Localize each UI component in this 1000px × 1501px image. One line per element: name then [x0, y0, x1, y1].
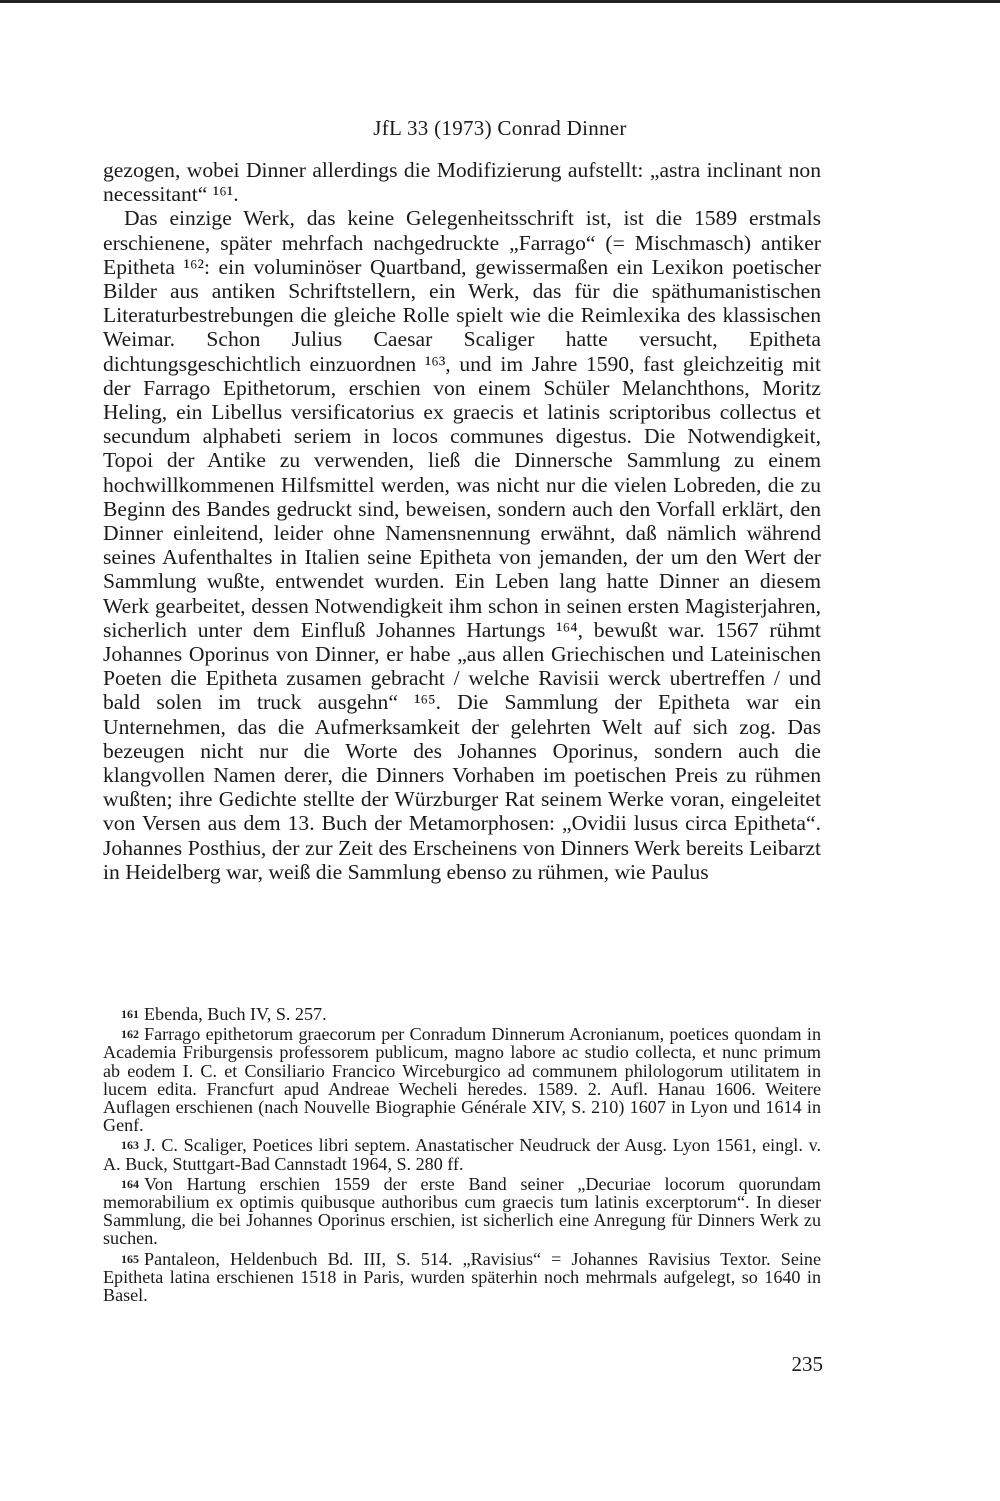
- footnote-text: Von Hartung erschien 1559 der erste Band seiner „Decuriae locorum quorundam memorabilium ex optimis quibusque authoribus cum graecis tum latinis excerptorum“. In dieser Sammlung, die bei Johannes Oporinus erschien, ist sicherlich eine Anregung für Dinners Werk zu suchen.: [103, 1173, 821, 1249]
- footnote-162: [103, 1025, 821, 1134]
- footnote-text: Pantaleon, Heldenbuch Bd. III, S. 514. „Ravisius“ = Johannes Ravisius Textor. Seine Epitheta latina erschienen 1518 in Paris, wurden späterhin noch mehrmals aufgelegt, so 1640 in Basel.: [103, 1248, 821, 1306]
- footnote-text: J. C. Scaliger, Poetices libri septem. Anastatischer Neudruck der Ausg. Lyon 1561, eingl. v. A. Buck, Stuttgart-Bad Cannstadt 1964, S. 280 ff.: [103, 1135, 821, 1174]
- footnote-number: 163: [121, 1138, 139, 1153]
- footnote-text: Ebenda, Buch IV, S. 257.: [144, 1004, 327, 1024]
- main-text: [103, 158, 821, 884]
- footnote-number: 161: [121, 1007, 139, 1021]
- footnote-number: 162: [121, 1027, 139, 1042]
- top-rule: [0, 0, 1000, 3]
- body-paragraph-2: Das einzige Werk, das keine Gelegenheitsschrift ist, ist die 1589 erstmals erschienene, später mehrfach nachgedruckte „Farrago“ (= Mischmasch) antiker Epitheta ¹⁶²: ein voluminöser Quartband, gewissermaßen ein Lexikon poetischer Bilder aus antiken Schriftstellern, ein Werk, das für die späthumanistischen Literaturbestrebungen die gleiche Rolle spielt wie die Reimlexika des klassischen Weimar. Schon Julius Caesar Scaliger hatte versucht, Epitheta dichtungsgeschichtlich einzuordnen ¹⁶³, und im Jahre 1590, fast gleichzeitig mit der Farrago Epithetorum, erschien von einem Schüler Melanchthons, Moritz Heling, ein Libellus versificatorius ex graecis et latinis scriptoribus collectus et secundum alphabeti seriem in locos communes digestus. Die Notwendigkeit, Topoi der Antike zu verwenden, ließ die Dinnersche Sammlung zu einem hochwillkommenen Hilfsmittel werden, was nicht nur die vielen Lobreden, die zu Beginn des Bandes gedruckt sind, beweisen, sondern auch den Vorfall erklärt, den Dinner einleitend, leider ohne Namensnennung erwähnt, daß nämlich während seines Aufenthaltes in Italien seine Epitheta von jemanden, der um den Wert der Sammlung wußte, entwendet wurden. Ein Leben lang hatte Dinner an diesem Werk gearbeitet, dessen Notwendigkeit ihm schon in seinen ersten Magisterjahren, sicherlich unter dem Einfluß Johannes Hartungs ¹⁶⁴, bewußt war. 1567 rühmt Johannes Oporinus von Dinner, er habe „aus allen Griechischen und Lateinischen Poeten die Epitheta zusamen gebracht / welche Ravisii werck ubertreffen / und bald solen im truck ausgehn“ ¹⁶⁵. Die Sammlung der Epitheta war ein Unternehmen, das die Aufmerksamkeit der gelehrten Welt auf sich zog. Das bezeugen nicht nur die Worte des Johannes Oporinus, sondern auch die klangvollen Namen derer, die Dinners Vorhaben im poetischen Preis zu rühmen wußten; ihre Gedichte stellte der Würzburger Rat seinem Werke voran, eingeleitet von Versen aus dem 13. Buch der Metamorphosen: „Ovidii lusus circa Epitheta“. Johannes Posthius, der zur Zeit des Erscheinens von Dinners Werk bereits Leibarzt in Heidelberg war, weiß die Sammlung ebenso zu rühmen, wie Paulus: [103, 206, 821, 884]
- footnote-text: Farrago epithetorum graecorum per Conradum Dinnerum Acronianum, poetices quondam in Academia Friburgensis professorem publicum, magno labore ac studio collecta, et nunc primum ab eodem I. C. et Consiliario Francico Wirceburgico ad communem philologorum utilitatem in lucem edita. Francfurt apud Andreae Wecheli heredes. 1589. 2. Aufl. Hanau 1606. Weitere Auflagen erschienen (nach Nouvelle Biographie Générale XIV, S. 210) 1607 in Lyon und 1614 in Genf.: [103, 1024, 821, 1136]
- running-head: JfL 33 (1973) Conrad Dinner: [373, 116, 627, 140]
- footnote-165: [103, 1250, 821, 1305]
- footnote-164: [103, 1175, 821, 1248]
- footnote-number: 164: [121, 1176, 139, 1191]
- page-number: 235: [791, 1352, 823, 1376]
- body-paragraph-1: gezogen, wobei Dinner allerdings die Modifizierung aufstellt: „astra inclinant non necessitant“ ¹⁶¹.: [103, 158, 821, 207]
- footnote-161: [103, 1005, 821, 1023]
- footnotes: [103, 1005, 821, 1306]
- footnote-number: 165: [121, 1251, 139, 1266]
- footnote-163: [103, 1136, 821, 1172]
